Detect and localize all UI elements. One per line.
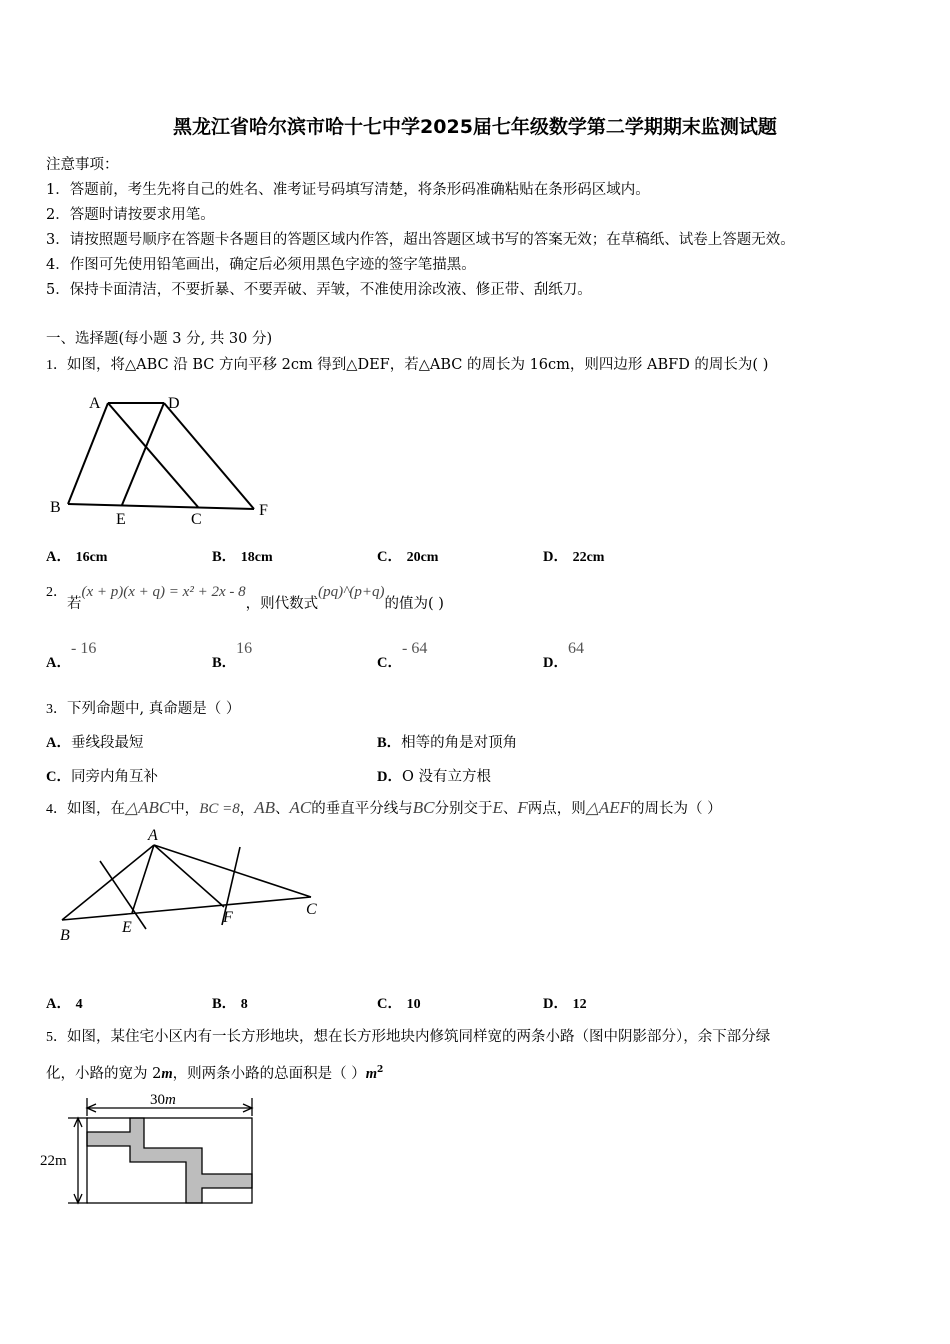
question-1 <box>46 353 768 374</box>
q1-figure <box>46 388 286 528</box>
notes-heading: 注意事项： <box>46 157 119 173</box>
label-E: E <box>122 919 132 936</box>
q4-figure <box>50 825 330 945</box>
question-3 <box>46 697 240 718</box>
q3-option-b: B．相等的角是对顶角 <box>377 735 518 751</box>
label-D: D <box>168 395 180 412</box>
question-5-line-2: 化，小路的宽为 2m，则两条小路的总面积是（ ）$m^2$ <box>46 1065 384 1082</box>
q2-formula: (x + p)(x + q) = x² + 2x - 8 <box>81 584 246 600</box>
page-title: 黑龙江省哈尔滨市哈十七中学2025届七年级数学第二学期期末监测试题 <box>173 116 777 138</box>
question-number: 1． <box>46 358 67 373</box>
q2-option-b: B．16 <box>212 640 253 671</box>
question-4: 4．如图，在△ABC中，BC =8，AB、AC的垂直平分线与BC分别交于E、F两点，则△AEF的周长为（ ） <box>46 798 722 817</box>
q3-option-c: C．同旁内角互补 <box>46 769 158 785</box>
q4-option-b: B． 8 <box>212 996 248 1012</box>
segment-AB <box>62 845 154 920</box>
question-2 <box>46 580 444 612</box>
q2-mid: ，则代数式 <box>245 596 319 612</box>
answer-unit: m <box>365 1066 378 1082</box>
q4-option-d: D． 12 <box>543 996 587 1012</box>
q2-option-a: A．- 16 <box>46 640 97 671</box>
section-heading: 一、选择题(每小题 3 分, 共 30 分) <box>46 331 273 347</box>
question-number: 3． <box>46 702 67 717</box>
q4-option-a: A． 4 <box>46 996 83 1012</box>
note-item-1: 1．答题前，考生先将自己的姓名、准考证号码填写清楚，将条形码准确粘贴在条形码区域内。 <box>46 182 650 198</box>
q2-option-d: D．64 <box>543 640 584 671</box>
segment-AB <box>68 403 108 504</box>
segment-BF <box>68 504 254 509</box>
q2-pre: 若 <box>67 596 82 612</box>
label-A: A <box>89 395 101 412</box>
q2-option-c: C．- 64 <box>377 640 428 671</box>
label-F: F <box>223 909 233 926</box>
label-A: A <box>148 827 158 844</box>
note-item-4: 4．作图可先使用铅笔画出，确定后必须用黑色字迹的签字笔描黑。 <box>46 257 476 273</box>
q3-option-d: D．O 没有立方根 <box>377 769 491 785</box>
q2-post: 的值为( ) <box>384 596 444 612</box>
segment-AC <box>154 845 311 897</box>
question-number: 5． <box>46 1030 67 1045</box>
label-C: C <box>306 901 317 918</box>
question-number: 2． <box>46 585 67 600</box>
label-F: F <box>259 502 268 519</box>
question-text: 如图，将△ABC 沿 BC 方向平移 2cm 得到△DEF，若△ABC 的周长为 16cm，则四边形 ABFD 的周长为( ) <box>67 357 769 373</box>
label-E: E <box>116 511 126 528</box>
q5-figure <box>40 1088 270 1213</box>
question-text: 如图，某住宅小区内有一长方形地块，想在长方形地块内修筑同样宽的两条小路（图中阴影部分），余下部分绿 <box>67 1029 771 1045</box>
q3-option-a: A．垂线段最短 <box>46 735 144 751</box>
segment-AF <box>154 845 224 907</box>
q1-option-b: B． 18cm <box>212 549 273 565</box>
width-label: 30m <box>150 1092 176 1108</box>
label-B: B <box>50 499 61 516</box>
label-C: C <box>191 511 202 528</box>
segment-AC <box>108 403 198 507</box>
segment-DF <box>164 403 254 509</box>
question-text: 下列命题中, 真命题是（ ） <box>67 701 241 717</box>
note-item-5: 5．保持卡面清洁，不要折暴、不要弄破、弄皱，不准使用涂改液、修正带、刮纸刀。 <box>46 282 592 298</box>
q2-expression: (pq)^(p+q) <box>318 584 385 600</box>
label-B: B <box>60 927 70 944</box>
segment-BC <box>62 897 311 920</box>
height-label: 22m <box>40 1153 67 1169</box>
note-item-2: 2．答题时请按要求用笔。 <box>46 207 215 223</box>
segment-AE <box>132 845 154 913</box>
shaded-paths <box>87 1118 252 1203</box>
segment-DE <box>122 403 164 505</box>
question-5-line-1 <box>46 1025 770 1046</box>
q1-option-d: D． 22cm <box>543 549 605 565</box>
question-number: 4． <box>46 802 67 817</box>
note-item-3: 3．请按照题号顺序在答题卡各题目的答题区域内作答，超出答题区域书写的答案无效；在草稿纸、试卷上答题无效。 <box>46 232 795 248</box>
q1-option-c: C． 20cm <box>377 549 439 565</box>
q1-option-a: A． 16cm <box>46 549 108 565</box>
q4-option-c: C． 10 <box>377 996 421 1012</box>
